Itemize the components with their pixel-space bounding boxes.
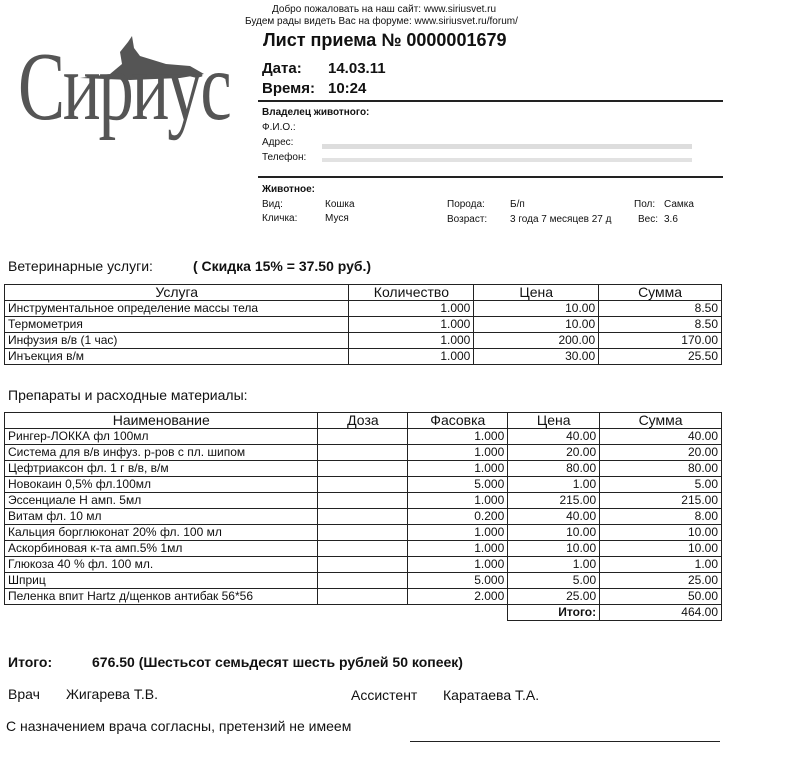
drug-sum: 10.00 xyxy=(600,525,722,541)
drug-name: Витам фл. 10 мл xyxy=(5,509,318,525)
species-value: Кошка xyxy=(325,199,355,210)
species-label: Вид: xyxy=(262,199,283,210)
service-name: Термометрия xyxy=(5,317,349,333)
drug-price: 10.00 xyxy=(508,525,600,541)
service-price: 10.00 xyxy=(474,301,599,317)
breed-label: Порода: xyxy=(447,199,485,210)
drug-sum: 8.00 xyxy=(600,509,722,525)
drug-name: Цефтриаксон фл. 1 г в/в, в/м xyxy=(5,461,318,477)
age-value: 3 года 7 месяцев 27 д xyxy=(510,214,612,225)
drug-sum: 25.00 xyxy=(600,573,722,589)
column-header: Цена xyxy=(508,413,600,429)
service-name: Инфузия в/в (1 час) xyxy=(5,333,349,349)
drug-price: 40.00 xyxy=(508,429,600,445)
drug-name: Эссенциале Н амп. 5мл xyxy=(5,493,318,509)
drug-pack: 1.000 xyxy=(408,445,508,461)
drug-dose xyxy=(318,573,408,589)
drug-name: Шприц xyxy=(5,573,318,589)
date-label: Дата: xyxy=(262,60,302,77)
drug-price: 215.00 xyxy=(508,493,600,509)
owner-phone-label: Телефон: xyxy=(262,152,307,163)
drug-pack: 1.000 xyxy=(408,493,508,509)
drug-name: Пеленка впит Hartz д/щенков антибак 56*56 xyxy=(5,589,318,605)
drug-pack: 0.200 xyxy=(408,509,508,525)
drug-pack: 2.000 xyxy=(408,589,508,605)
column-header: Сумма xyxy=(600,413,722,429)
table-row xyxy=(5,477,722,493)
table-row xyxy=(5,509,722,525)
service-sum: 8.50 xyxy=(599,317,722,333)
discount: ( Скидка 15% = 37.50 руб.) xyxy=(193,258,372,274)
drugs-title: Препараты и расходные материалы: xyxy=(8,387,248,403)
drug-dose xyxy=(318,445,408,461)
table-row xyxy=(5,461,722,477)
site-welcome: Добро пожаловать на наш сайт: www.siriusvet.ru xyxy=(272,4,497,15)
drug-price: 25.00 xyxy=(508,589,600,605)
pet-name-value: Муся xyxy=(325,213,349,224)
drug-sum: 215.00 xyxy=(600,493,722,509)
owner-address-label: Адрес: xyxy=(262,137,294,148)
drug-pack: 1.000 xyxy=(408,525,508,541)
weight-label: Вес: xyxy=(638,214,659,225)
sex-label: Пол: xyxy=(634,199,656,210)
table-row xyxy=(5,573,722,589)
table-row xyxy=(5,429,722,445)
drug-price: 20.00 xyxy=(508,445,600,461)
drug-pack: 1.000 xyxy=(408,429,508,445)
table-row xyxy=(5,525,722,541)
drug-dose xyxy=(318,461,408,477)
age-label: Возраст: xyxy=(447,214,488,225)
sex-value: Самка xyxy=(664,199,694,210)
owner-fio-label: Ф.И.О.: xyxy=(262,122,296,133)
service-price: 200.00 xyxy=(474,333,599,349)
service-price: 10.00 xyxy=(474,317,599,333)
animal-heading: Животное: xyxy=(262,184,315,195)
table-row xyxy=(5,589,722,605)
owner-heading: Владелец животного: xyxy=(262,107,370,118)
drugs-table xyxy=(4,412,722,621)
table-row xyxy=(5,541,722,557)
table-row xyxy=(5,333,722,349)
consent-text: С назначением врача согласны, претензий не имеем xyxy=(6,718,352,734)
drug-name: Аскорбиновая к-та амп.5% 1мл xyxy=(5,541,318,557)
divider xyxy=(258,176,723,178)
redacted-address xyxy=(322,144,692,149)
total-row xyxy=(5,605,722,621)
service-price: 30.00 xyxy=(474,349,599,365)
pet-name-label: Кличка: xyxy=(262,213,298,224)
table-row xyxy=(5,301,722,317)
drug-dose xyxy=(318,557,408,573)
drug-price: 10.00 xyxy=(508,541,600,557)
divider xyxy=(258,100,723,102)
drug-sum: 1.00 xyxy=(600,557,722,573)
drug-sum: 80.00 xyxy=(600,461,722,477)
weight-value: 3.6 xyxy=(664,214,678,225)
drug-name: Система для в/в инфуз. р-ров с пл. шипом xyxy=(5,445,318,461)
column-header: Сумма xyxy=(599,285,722,301)
column-header: Фасовка xyxy=(408,413,508,429)
doctor-name: Жигарева Т.В. xyxy=(66,686,158,702)
drug-price: 1.00 xyxy=(508,557,600,573)
service-sum: 25.50 xyxy=(599,349,722,365)
time-label: Время: xyxy=(262,80,315,97)
service-name: Инструментальное определение массы тела xyxy=(5,301,349,317)
column-header: Цена xyxy=(474,285,599,301)
table-row xyxy=(5,349,722,365)
assistant-label: Ассистент xyxy=(351,687,418,703)
drug-sum: 5.00 xyxy=(600,477,722,493)
drug-dose xyxy=(318,509,408,525)
date-value: 14.03.11 xyxy=(328,60,386,77)
table-row xyxy=(5,557,722,573)
doctor-label: Врач xyxy=(8,686,40,702)
drug-name: Рингер-ЛОККА фл 100мл xyxy=(5,429,318,445)
column-header: Услуга xyxy=(5,285,349,301)
drug-dose xyxy=(318,477,408,493)
services-title: Ветеринарные услуги: xyxy=(8,258,153,274)
drug-pack: 5.000 xyxy=(408,573,508,589)
service-qty: 1.000 xyxy=(349,333,474,349)
table-row xyxy=(5,493,722,509)
service-name: Инъекция в/м xyxy=(5,349,349,365)
drug-dose xyxy=(318,589,408,605)
drug-price: 80.00 xyxy=(508,461,600,477)
signature-line xyxy=(410,741,720,742)
drugs-total: 464.00 xyxy=(600,605,722,621)
column-header: Количество xyxy=(349,285,474,301)
drugs-total-label: Итого: xyxy=(508,605,600,621)
drug-price: 1.00 xyxy=(508,477,600,493)
doc-title: Лист приема № 0000001679 xyxy=(263,30,507,50)
drug-dose xyxy=(318,541,408,557)
drug-pack: 1.000 xyxy=(408,461,508,477)
drug-price: 5.00 xyxy=(508,573,600,589)
assistant-name: Каратаева Т.А. xyxy=(443,687,540,703)
table-row xyxy=(5,445,722,461)
drug-sum: 50.00 xyxy=(600,589,722,605)
summary-value: 676.50 (Шестьсот семьдесят шесть рублей 50 копеек) xyxy=(92,654,463,670)
drug-sum: 10.00 xyxy=(600,541,722,557)
drug-dose xyxy=(318,525,408,541)
drug-name: Кальция борглюконат 20% фл. 100 мл xyxy=(5,525,318,541)
service-qty: 1.000 xyxy=(349,349,474,365)
breed-value: Б/п xyxy=(510,199,525,210)
drug-dose xyxy=(318,493,408,509)
drug-sum: 20.00 xyxy=(600,445,722,461)
drug-pack: 5.000 xyxy=(408,477,508,493)
drug-pack: 1.000 xyxy=(408,541,508,557)
service-sum: 170.00 xyxy=(599,333,722,349)
services-table xyxy=(4,284,722,365)
site-forum: Будем рады видеть Вас на форуме: www.siriusvet.ru/forum/ xyxy=(245,16,518,27)
drug-dose xyxy=(318,429,408,445)
table-row xyxy=(5,317,722,333)
service-sum: 8.50 xyxy=(599,301,722,317)
summary-label: Итого: xyxy=(8,654,53,670)
drug-name: Глюкоза 40 % фл. 100 мл. xyxy=(5,557,318,573)
logo-text: Сириус xyxy=(18,33,230,141)
time-value: 10:24 xyxy=(328,80,367,97)
service-qty: 1.000 xyxy=(349,317,474,333)
column-header: Доза xyxy=(318,413,408,429)
drug-pack: 1.000 xyxy=(408,557,508,573)
service-qty: 1.000 xyxy=(349,301,474,317)
redacted-phone xyxy=(322,158,692,162)
drug-price: 40.00 xyxy=(508,509,600,525)
drug-name: Новокаин 0,5% фл.100мл xyxy=(5,477,318,493)
drug-sum: 40.00 xyxy=(600,429,722,445)
column-header: Наименование xyxy=(5,413,318,429)
